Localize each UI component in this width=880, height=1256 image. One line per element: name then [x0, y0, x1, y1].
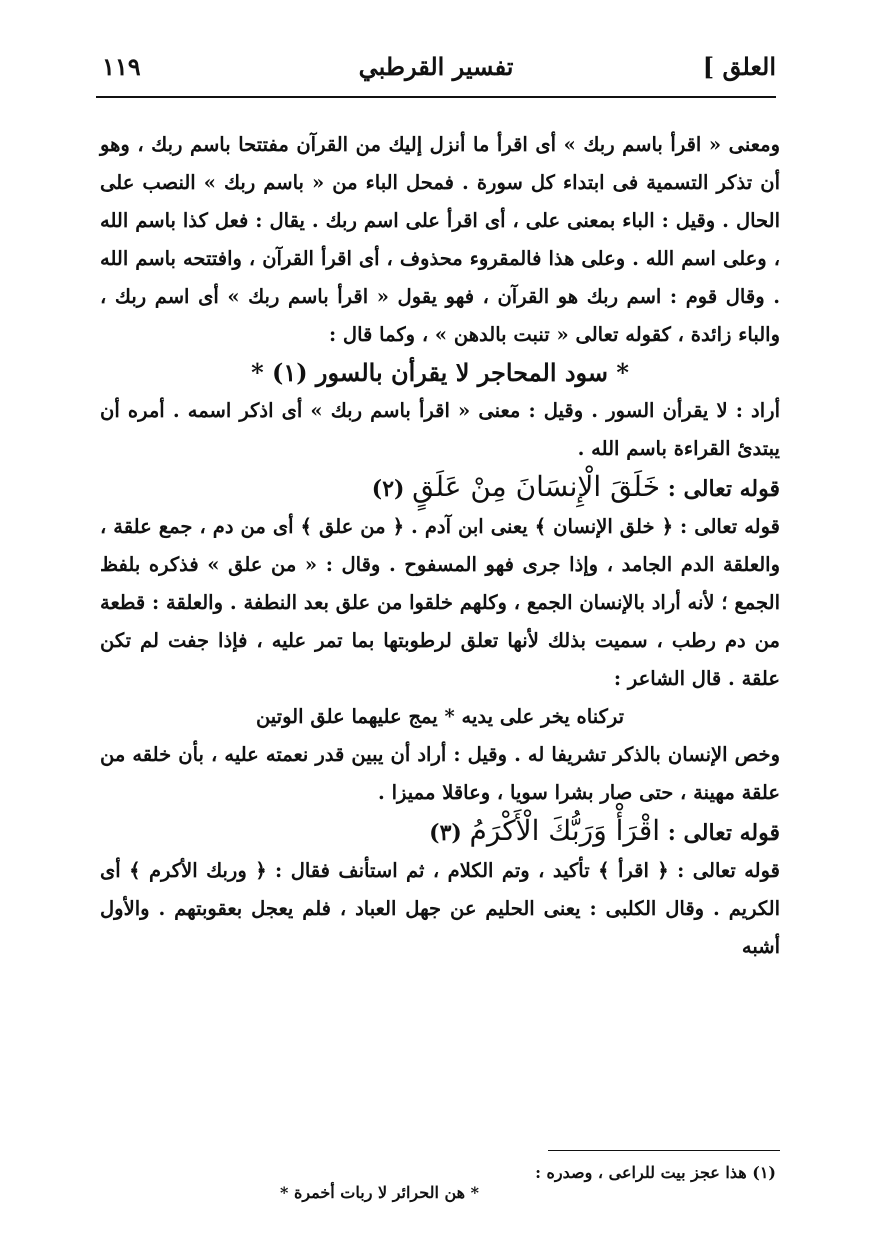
page-header: [96, 52, 776, 98]
footnote-divider: [548, 1150, 780, 1151]
footnote-verse: * هن الحرائر لا ربات أخمرة *: [280, 1183, 480, 1202]
paragraph-1: ومعنى « اقرأ باسم ربك » أى اقرأ ما أنزل إليك من القرآن مفتتحا باسم ربك ، وهو أن تذكر التسمية فى ابتداء كل سورة . فمحل الباء من « باسم ربك » النصب على الحال . وقيل : الباء بمعنى على ، أى اقرأ على اسم ربك . يقال : فعل كذا باسم الله ، وعلى اسم الله . وعلى هذا فالمقروء محذوف ، أى اقرأ القرآن ، وافتتحه باسم الله . وقال قوم : اسم ربك هو القرآن ، فهو يقول « اقرأ باسم ربك » أى اسم ربك ، والباء زائدة ، كقوله تعالى « تنبت بالدهن » ، وكما قال :: [100, 133, 780, 346]
heading-prefix: قوله تعالى :: [667, 476, 780, 502]
verse-heading-3: [100, 812, 780, 852]
verse-heading-2: [100, 468, 780, 508]
quran-text: خَلَقَ الْإِنسَانَ مِنْ عَلَقٍ: [412, 470, 661, 503]
paragraph-2: أراد : لا يقرأن السور . وقيل : معنى « اقرأ باسم ربك » أى اذكر اسمه . أمره أن يبتدئ القراءة باسم الله .: [100, 399, 780, 460]
book-title: تفسير القرطبي: [358, 52, 514, 81]
verse-quote: * سود المحاجر لا يقرأن بالسور (١) *: [251, 358, 629, 387]
page-number: ١١٩: [102, 52, 141, 81]
paragraph-4: وخص الإنسان بالذكر تشريفا له . وقيل : أراد أن يبين قدر نعمته عليه ، بأن خلقه من علقة مهينة ، حتى صار بشرا سويا ، وعاقلا مميزا .: [100, 743, 780, 804]
heading-prefix: قوله تعالى :: [667, 820, 780, 846]
paragraph-5: قوله تعالى : ﴿ اقرأ ﴾ تأكيد ، وتم الكلام ، ثم استأنف فقال : ﴿ وربك الأكرم ﴾ أى الكريم . وقال الكلبى : يعنى الحليم عن جهل العباد ، فلم يعجل بعقوبتهم . والأول أشبه: [100, 859, 780, 958]
poem-line: تركناه يخر على يديه * يمج عليهما علق الوتين: [255, 705, 625, 728]
paragraph-3: قوله تعالى : ﴿ خلق الإنسان ﴾ يعنى ابن آدم . ﴿ من علق ﴾ أى من دم ، جمع علقة ، والعلقة الدم الجامد ، وإذا جرى فهو المسفوح . وقال : « من علق » فذكره بلفظ الجمع ؛ لأنه أراد بالإنسان الجمع ، وكلهم خلقوا من علق بعد النطفة . والعلقة : قطعة من دم رطب ، سميت بذلك لأنها تعلق لرطوبتها بما تمر عليه ، فإذا جفت لم تكن علقة . قال الشاعر :: [100, 515, 780, 690]
footnote-text: (١) هذا عجز بيت للراعى ، وصدره :: [535, 1163, 776, 1182]
quran-text: اقْرَأْ وَرَبُّكَ الْأَكْرَمُ: [469, 814, 661, 847]
ayah-number: (٢): [371, 476, 405, 502]
page-body: [100, 126, 780, 966]
ayah-number: (٣): [429, 820, 462, 846]
sura-name: العلق ]: [702, 52, 776, 81]
